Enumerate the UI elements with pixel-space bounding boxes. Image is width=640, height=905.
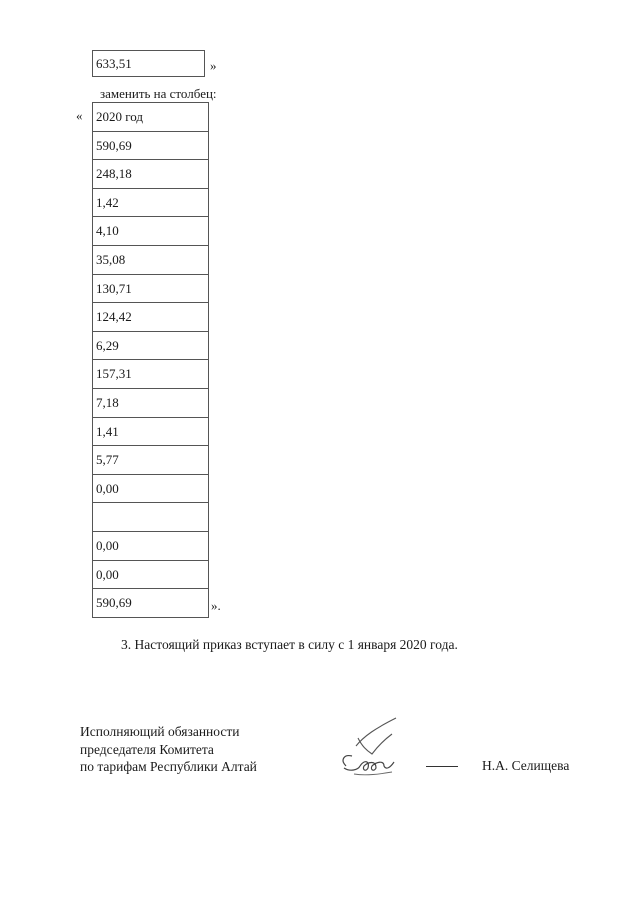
column-cell: 124,42 (93, 303, 208, 332)
column-cell: 7,18 (93, 389, 208, 418)
column-cell: 248,18 (93, 160, 208, 189)
signatory-line-1: Исполняющий обязанности (80, 724, 240, 739)
signatory-title (80, 723, 257, 776)
column-cell: 0,00 (93, 532, 208, 561)
column-end-quote: ». (211, 598, 221, 613)
top-value-cell: 633,51 (92, 50, 205, 77)
column-cell: 590,69 (93, 589, 208, 618)
column-cell: 2020 год (93, 103, 208, 132)
column-cell: 1,42 (93, 189, 208, 218)
column-cell: 157,31 (93, 360, 208, 389)
column-cell: 0,00 (93, 561, 208, 590)
column-cell: 130,71 (93, 275, 208, 304)
column-cell: 1,41 (93, 418, 208, 447)
signatory-line-2: председателя Комитета (80, 741, 214, 757)
column-cell: 5,77 (93, 446, 208, 475)
top-close-quote: » (210, 58, 217, 73)
clause-3: 3. Настоящий приказ вступает в силу с 1 января 2020 года. (121, 637, 458, 652)
signature-dash (426, 766, 458, 767)
signer-name: Н.А. Селищева (482, 758, 570, 773)
handwritten-signature (336, 716, 416, 786)
column-cell: 590,69 (93, 132, 208, 161)
column-open-quote: « (76, 108, 83, 123)
signatory-line-3: по тарифам Республики Алтай (80, 759, 257, 774)
replace-instruction: заменить на столбец: (100, 86, 217, 101)
column-cell: 4,10 (93, 217, 208, 246)
column-cell (93, 503, 208, 532)
value-column-table (92, 102, 209, 618)
column-cell: 6,29 (93, 332, 208, 361)
column-cell: 35,08 (93, 246, 208, 275)
column-cell: 0,00 (93, 475, 208, 504)
